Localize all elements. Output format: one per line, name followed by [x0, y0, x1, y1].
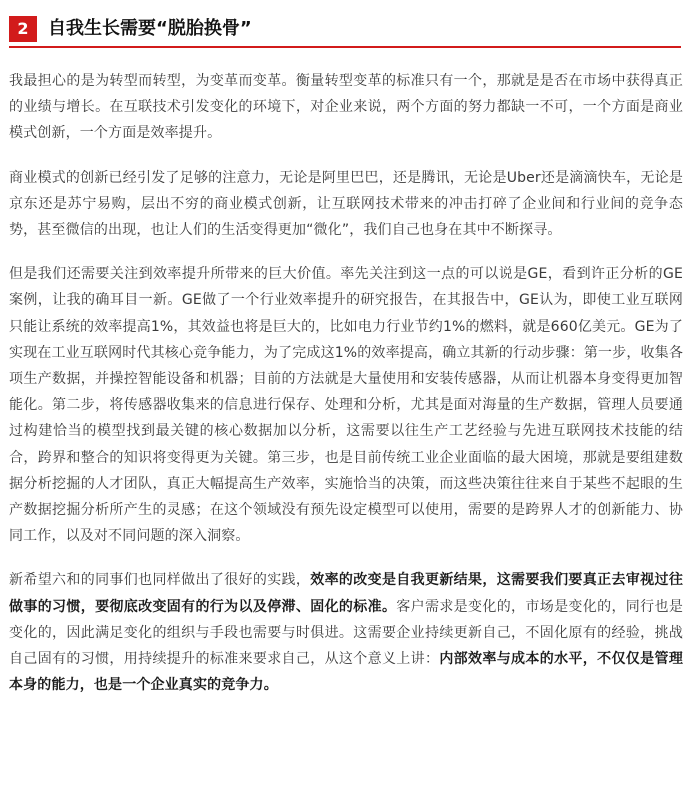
article-body	[9, 68, 683, 716]
paragraph-business-model-innovation: 商业模式的创新已经引发了足够的注意力，无论是阿里巴巴，还是腾讯，无论是Uber还是滴滴快车，无论是京东还是苏宁易购，层出不穷的商业模式创新，让互联网技术带来的冲击打碎了企业间和行业间的竞争态势，甚至微信的出现，也让人们的生活变得更加“微化”，我们自己也身在其中不断探寻。	[9, 169, 683, 239]
paragraph-efficiency-value-ge: 但是我们还需要关注到效率提升所带来的巨大价值。率先关注到这一点的可以说是GE，看到许正分析的GE案例，让我的确耳目一新。GE做了一个行业效率提升的研究报告，在其报告中，GE认为，即使工业互联网只能让系统的效率提高1%，其效益也将是巨大的，比如电力行业节约1%的燃料，就是660亿美元。GE为了实现在工业互联网时代其核心竞争能力，为了完成这1%的效率提高，确立其新的行动步骤：第一步，收集各项生产数据，并操控智能设备和机器；目前的方法就是大量使用和安装传感器，从而让机器本身变得更加智能化。第二步，将传感器收集来的信息进行保存、处理和分析，尤其是面对海量的生产数据，管理人员要通过构建恰当的模型找到最关键的核心数据加以分析，这需要以往生产工艺经验与先进互联网技术技能的结合，跨界和整合的知识将变得更为关键。第三步，也是目前传统工业企业面临的最大困境，那就是要组建数据分析挖掘的人才团队，真正大幅提高生产效率，实施恰当的决策，而这些决策往往来自于某些不起眼的生产数据挖掘分析所产生的灵感；在这个领域没有预先设定模型可以使用，需要的是跨界人才的创新能力、协同工作，以及对不同问题的深入洞察。	[9, 266, 683, 545]
paragraph-self-renewal	[9, 567, 683, 698]
emphasis-text: 内部效率与成本的水平，不仅仅是管理本身的能力，也是一个企业真实的竞争力。	[9, 651, 683, 694]
paragraph-risk-of-transformation: 我最担心的是为转型而转型，为变革而变革。衡量转型变革的标准只有一个，那就是是否在市场中获得真正的业绩与增长。在互联技术引发变化的环境下，对企业来说，两个方面的努力都缺一不可，一个方面是商业模式创新，一个方面是效率提升。	[9, 73, 683, 142]
paragraph-text: 客户需求是变化的，市场是变化的，同行也是变化的，因此满足变化的组织与手段也需要与时俱进。这需要企业持续更新自己，不固化原有的经验，挑战自己固有的习惯，用持续提升的标准来要求自己，从这个意义上讲：	[9, 598, 683, 668]
paragraph-text: 新希望六和的同事们也同样做出了很好的实践，	[9, 572, 311, 589]
section-number-badge: 2	[9, 16, 37, 42]
emphasis-text: 效率的改变是自我更新结果，这需要我们要真正去审视过往做事的习惯，要彻底改变固有的行为以及停滞、固化的标准。	[9, 572, 683, 615]
section-title: 自我生长需要“脱胎换骨”	[48, 18, 252, 39]
section-header	[9, 14, 681, 48]
